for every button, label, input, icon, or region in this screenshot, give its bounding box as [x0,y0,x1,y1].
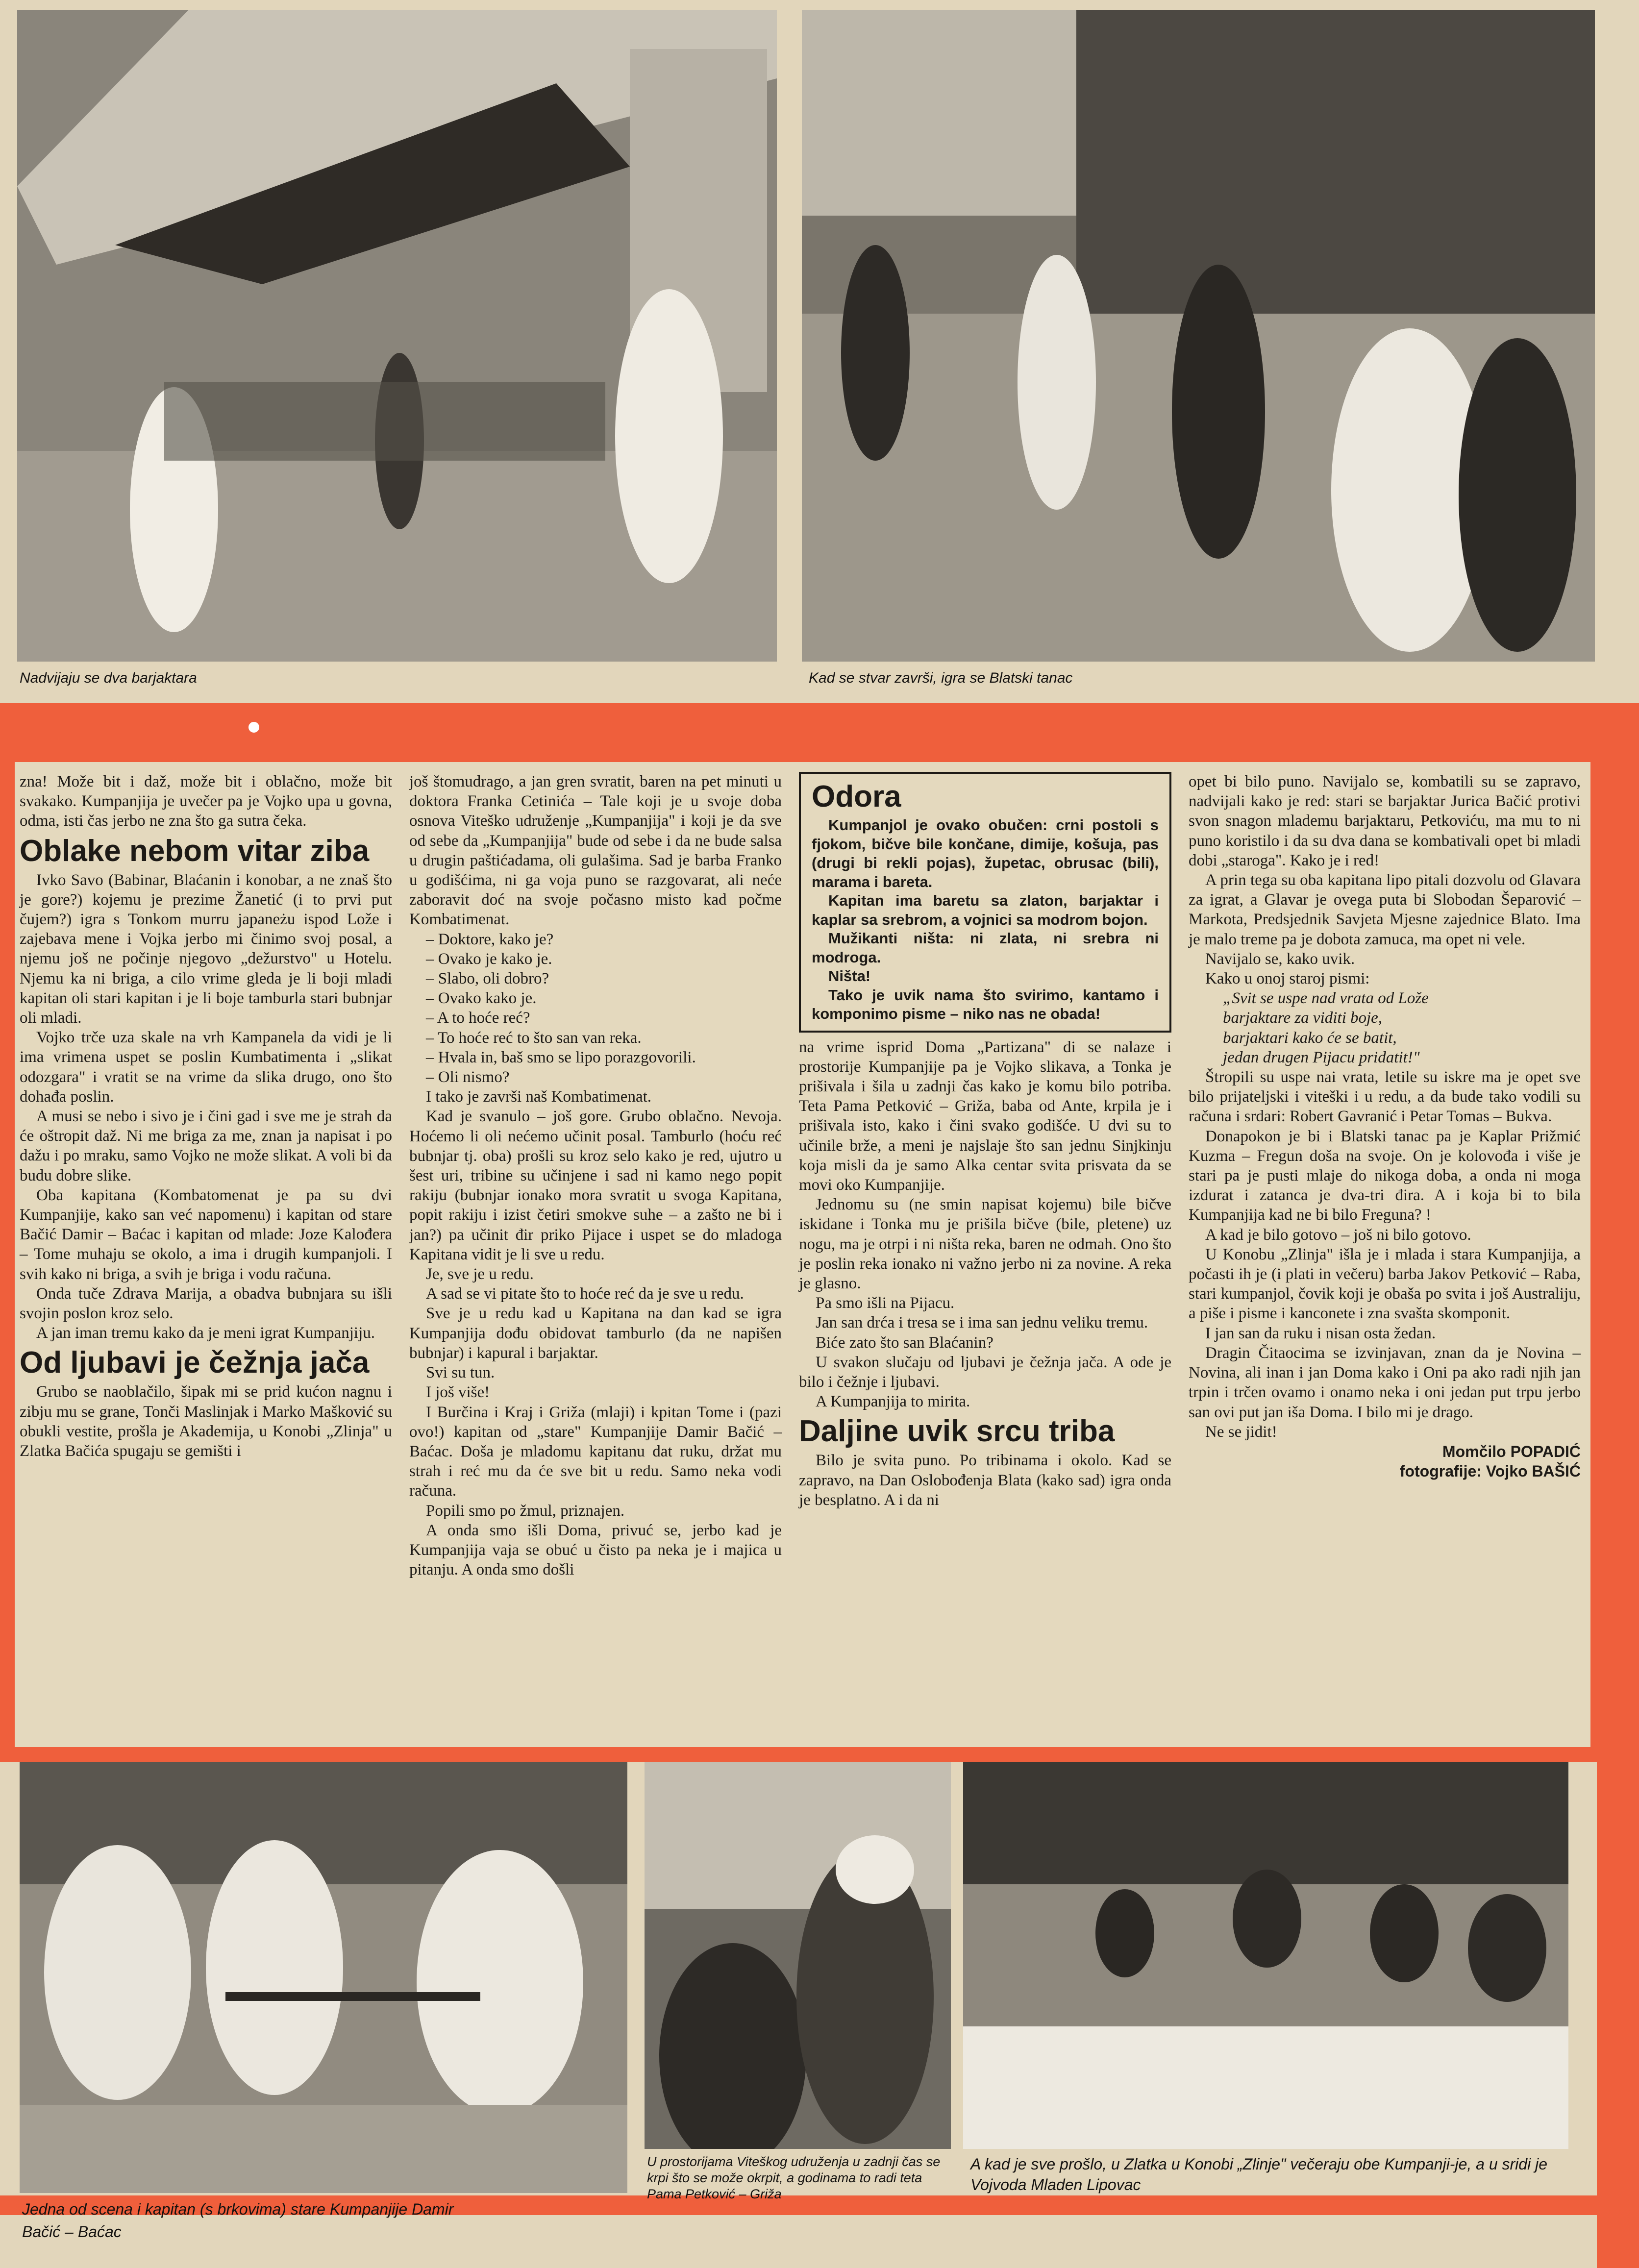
article-column-4 [1189,772,1581,1481]
paragraph: A Kumpanjija to mirita. [816,1393,970,1411]
photo-blatski-tanac [802,10,1595,662]
box-paragraph: Tako je uvik nama što svirimo, kantamo i komponimo pisme – niko nas ne obada! [812,986,1159,1022]
paragraph: Onda tuče Zdrava Marija, a obadva bubnjara su išli svojin poslon kroz selo. [20,1284,392,1323]
verse-line: barjaktare za viditi boje, [1223,1009,1383,1027]
paragraph: Dragin Čitaocima se izvinjavan, znan da je Novina – Novina, ali inan i jan Doma kako i Oni pa ako radi njih jan trpin i trčen ovamo i onamo neka i oni jedan put trpu jerbo san ovi put jan iša Doma. I bilo mi je drago. [1189,1344,1581,1421]
paragraph: Štropili su uspe nai vrata, letile su iskre ma je opet sve bilo prijateljski i viteški i u redu, a da bude tako vodili su računa i srdari: Robert Gavranić i Petar Tomas – Bukva. [1189,1068,1581,1126]
paragraph: I jan san da ruku i nisan osta žedan. [1205,1324,1436,1342]
dialogue-line: – To hoće reć to što san van reka. [426,1029,642,1047]
sidebar-box-odora [799,772,1171,1033]
paragraph: Grubo se naoblačilo, šipak mi se prid kućon nagnu i zibju mu se grane, Tonči Maslinjak i Marko Mašković su obukli vestite, prošla je Akademija, u Konobi „Zlinja" u Zlatka Bačića spugaju se gemišti i [20,1383,392,1460]
paragraph: Je, sve je u redu. [426,1265,534,1283]
paragraph: Jednomu su (ne smin napisat kojemu) bile bičve iskidane i Tonka mu je prišila bičve (bile, pletene) uz nogu, ma je otrpi i ni ništa reka, baren ne odmah. Ono što je poslin reka ionako ni važno jerbo ni za novine. A reka je glasno. [799,1196,1171,1292]
box-title: Odora [812,780,901,814]
punch-hole-mark [247,720,261,734]
headline-od-ljubavi: Od ljubavi je čežnja jača [20,1346,370,1380]
caption-bottom-right: A kad je sve prošlo, u Zlatka u Konobi „Zlinje" večeraju obe Kumpanji-je, a u sridi je Vojvoda Mladen Lipovac [970,2155,1547,2194]
paragraph: Popili smo po žmul, priznajen. [426,1502,625,1520]
paragraph: A prin tega su oba kapitana lipo pitali dozvolu od Glavara za igrat, a Glavar je ovega puta bi Slobodan Šeparović – Markota, Predsjednik Savjeta Mjesne zajednice Blato. Ima je malo treme pa je dobota zamuca, ma opet ni vele. [1189,871,1581,948]
paragraph: opet bi bilo puno. Navijalo se, kombatili su se zapravo, nadvijali kako je red: stari se barjaktar Jurica Bačić protivi svon snagon mlademu barjaktaru, Petkoviću, ma mu to ni puno koristilo i da su dva dana se kombativali opet bi mladi dobi „staroga". Kako je i red! [1189,773,1581,869]
verse-line: „Svit se uspe nad vrata od Lože [1223,989,1429,1008]
paragraph: Kako u onoj staroj pismi: [1205,970,1370,988]
paragraph: Svi su tun. [426,1364,495,1382]
author-byline: Momčilo POPADIĆ [1442,1442,1581,1460]
box-paragraph: Kapitan ima baretu sa zlaton, barjaktar i kaplar sa srebrom, a vojnici sa modrom bojon. [812,892,1159,928]
paragraph: U svakon slučaju od ljubavi je čežnja jača. A ode je bilo i čežnje i ljubavi. [799,1353,1171,1391]
photo-kumpanjija-scene [20,1762,627,2193]
dialogue-line: – Hvala in, baš smo se lipo porazgovorili. [426,1048,696,1066]
verse-line: jedan drugen Pijacu pridatit!" [1223,1048,1420,1066]
paragraph: I još više! [426,1383,490,1402]
caption-bottom-middle: U prostorijama Viteškog udruženja u zadnji čas se krpi što se može okrpit, a godinama to radi teta Pama Petković – Griža [647,2154,941,2201]
dialogue-line: – Oli nismo? [426,1068,510,1086]
paragraph: Bilo je svita puno. Po tribinama i okolo. Kad se zapravo, na Dan Oslobođenja Blata (kako sad) igra onda je besplatno. A i da ni [799,1452,1171,1509]
photo-dinner-konoba [963,1762,1568,2149]
headline-oblake-nebom: Oblake nebom vitar ziba [20,834,370,868]
paragraph: Oba kapitana (Kombatomenat je pa su dvi Kumpanjije, kako san već napomenu) i kapitan od stare Bačić Damir – Baćac i kapitan od mlade: Joze Kalođera – Tome muhaju se okolo, a ima i drugih kumpanjoli. I svih kako ni briga, a svih je briga i vodu računa. [20,1186,392,1283]
caption-bottom-left: Jedna od scena i kapitan (s brkovima) stare Kumpanjije Damir Bačić – Baćac [22,2200,454,2241]
paragraph: Pa smo išli na Pijacu. [816,1294,955,1312]
photo-sewing-uniform [645,1762,951,2149]
paragraph: Biće zato što san Blaćanin? [816,1333,993,1352]
article-column-3 [799,772,1171,1510]
paragraph: I Burčina i Kraj i Griža (mlaji) i kpitan Tome i (pazi ovo!) kapitan od „stare" Kumpanjije Damir Bačić – Baćac. Doša je mladomu kapitanu dat ruku, držat mu strah i reć mu da će sve bit u redu. Samo neka vodi računa. [409,1403,782,1500]
orange-side-border [1597,703,1639,2268]
box-paragraph: Mužikanti ništa: ni zlata, ni srebra ni modroga. [812,930,1159,966]
paragraph: zna! Može bit i daž, može bit i oblačno, može bit svakako. Kumpanjija je uvečer pa je Vojko upa u govna, odma, isti čas jerbo ne zna što ga sutra čeka. [20,773,392,830]
caption-top-left: Nadvijaju se dva barjaktara [20,670,197,686]
dialogue-line: – Slabo, oli dobro? [426,970,549,988]
headline-daljine-uvik: Daljine uvik srcu triba [799,1414,1115,1449]
dialogue-line: – A to hoće reć? [426,1009,530,1027]
paragraph: A sad se vi pitate što to hoće reć da je sve u redu. [426,1285,744,1303]
paragraph: U Konobu „Zlinja" išla je i mlada i stara Kumpanjija, a počasti ih je (i plati in večeru) barba Jakov Petković – Raba, stari kumpanjol, čovik koji je obaša po svita i još Australiju, a piše i pisme i kanconete i zna svašta skomponit. [1189,1245,1581,1323]
paragraph: A onda smo išli Doma, privuć se, jerbo kad je Kumpanjija vaja se obuć u čisto pa neka je i majica u pitanju. A onda smo došli [409,1521,782,1579]
paragraph: Vojko trče uza skale na vrh Kampanela da vidi je li ima vrimena uspet se poslin Kumbatimenta i „slikat odozgara" i vratit se na vrime da slika drugo, ono što dohađa poslin. [20,1029,392,1106]
paragraph: Donapokon je bi i Blatski tanac pa je Kaplar Prižmić Kuzma – Fregun doša na svoje. On je kolovođa i više je stari pa je pusti mlaje do nikoga doba, a onda ni moga izdurat i zatanca je dva-tri đira. A i koja bi to bila Kumpanjija kad ne bi bilo Freguna? ! [1189,1127,1581,1224]
photo-credit: fotografije: Vojko BAŠIĆ [1399,1462,1581,1480]
paragraph: Navijalo se, kako uvik. [1205,950,1355,968]
paragraph: Ivko Savo (Babinar, Blaćanin i konobar, a ne znaš što je gore?) kojemu je prezime Žanetić (i to prvi put čujem?) igra s Tonkom murru japaneżu ispod Lože i zajebava mene i Vojka jerbo mi činimo svoj posal, a njemu još ne počinje njegovo „dežurstvo" u Hotelu. Njemu ka ni briga, a cilo vrime gleda je li boji mladi kapitan oli stari kapitan i je li boje tamburla stari bubnjar oli mladi. [20,871,392,1027]
dialogue-line: – Ovako je kako je. [426,950,552,968]
paragraph: još štomudrago, a jan gren svratit, baren na pet minuti u doktora Franka Cetinića – Tale koji je u svoje doba osnova Viteško udruženje „Kumpanjija" i koji je da sve od sebe da „Kumpanjija" bude od sebe i da ne bude salsa u drugin paštićadama, oli gulašima. Sad je barba Franko u godišćima, ni ga voja puno se razgovarat, ali neće zaboravit doć na svoje počasno misto kad počme Kombatimenat. [409,773,782,929]
paragraph: I tako je završi naš Kombatimenat. [426,1088,652,1106]
box-paragraph: Kumpanjol je ovako obučen: crni postoli s fjokom, bičve bile končane, dimije, košuja, pas (drugi bi rekli pojas), župetac, obrusac (bili), marama i bareta. [812,816,1159,890]
paragraph: Jan san drća i tresa se i ima san jednu veliku tremu. [816,1314,1148,1332]
article-column-1 [20,772,392,1461]
paragraph: Kad je svanulo – još gore. Grubo oblačno. Nevoja. Hoćemo li oli nećemo učinit posal. Tamburlo (hoću reć bubnjar tj. oba) prošli su kroz selo kako je red, ujutro u šest uri, tribine su učinjene i sad ni kamo nego popit rakiju (bubnjar ionako mora svratit u svoga Kapitana, popit rakiju i izist četiri smokve suhe – a zašto ne bi i jan?) pa učinit đir priko Pijace i uspet se do mladoga Kapitana vidit je li sve u redu. [409,1108,782,1263]
paragraph: na vrime isprid Doma „Partizana" di se nalaze i prostorije Kumpanjije pa je Vojko slikava, a Tonka je prišivala i šila u zadnji čas kako je komu bilo potriba. Teta Pama Petković – Griža, baba od Ante, krpila je i prišivala isto, kako i čini svako godišće. U dvi su to učinile brže, a meni je najslaje što san jednu Sinjkinju koja misli da je samo Alka centar svita prisvata da se movi oko Kumpanjije. [799,1038,1171,1194]
paragraph: A musi se nebo i sivo je i čini gad i sve me je strah da će oštropit daž. Ni me briga za me, znan ja napisat i po dažu i po mraku, samo Vojko ne može slikat. A voli bi da budu dobre slike. [20,1108,392,1184]
box-paragraph: Ništa! [828,967,871,985]
photo-flag-bearers [17,10,777,662]
paragraph: Ne se jidit! [1205,1423,1277,1441]
dialogue-line: – Ovako kako je. [426,989,537,1008]
verse-line: barjaktari kako će se batit, [1223,1029,1397,1047]
paragraph: A jan iman tremu kako da je meni igrat Kumpanjiju. [36,1324,375,1342]
article-column-2 [409,772,782,1579]
paragraph: Sve je u redu kad u Kapitana na dan kad se igra Kumpanjija dođu obidovat tamburlo (da ne napišen bubnjar) i kapural i barjaktar. [409,1305,782,1362]
dialogue-line: – Doktore, kako je? [426,930,554,948]
paragraph: A kad je bilo gotovo – još ni bilo gotovo. [1205,1226,1471,1244]
caption-top-right: Kad se stvar završi, igra se Blatski tanac [809,670,1073,686]
